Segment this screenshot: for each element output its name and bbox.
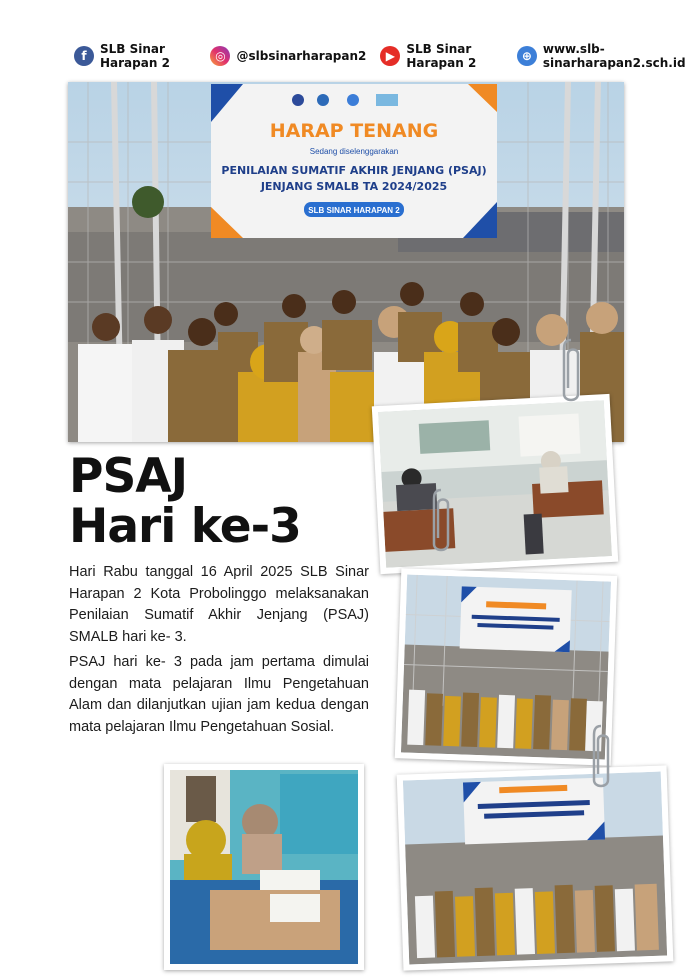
classroom-photo (372, 394, 618, 574)
instagram-icon: ◎ (210, 46, 230, 66)
banner-sub: Sedang diselenggarakan (309, 147, 399, 156)
banner-school: SLB SINAR HARAPAN 2 (308, 206, 400, 215)
instagram-label: @slbsinarharapan2 (236, 49, 367, 63)
desk-exam-photo (164, 764, 364, 970)
instagram-link[interactable] (210, 46, 366, 66)
website-label: www.slb-sinarharapan2.sch.id (542, 42, 686, 70)
article-paragraph-1: Hari Rabu tanggal 16 April 2025 SLB Sinar Harapan 2 Kota Probolinggo melaksanakan Penilaian Sumatif Akhir Jenjang (PSAJ) SMALB hari ke- 3. (69, 564, 369, 645)
banner-line1: PENILAIAN SUMATIF AKHIR JENJANG (PSAJ) (221, 164, 487, 177)
globe-icon: ⊕ (517, 46, 537, 66)
social-bar (74, 42, 692, 70)
paperclip-icon (430, 486, 452, 560)
youtube-label: SLB Sinar Harapan 2 (406, 42, 477, 70)
article-body (69, 562, 369, 742)
youtube-icon: ▶ (380, 46, 400, 66)
article-paragraph-2: PSAJ hari ke- 3 pada jam pertama dimulai dengan mata pelajaran Ilmu Pengetahuan Alam dan dilanjutkan ujian jam kedua dengan mata pelajaran Ilmu Pengetahuan Sosial. (69, 654, 369, 735)
facebook-icon: f (74, 46, 94, 66)
banner-group-photo (395, 568, 617, 765)
bottom-group-photo (397, 765, 674, 970)
paperclip-icon (590, 722, 612, 796)
youtube-link[interactable] (380, 42, 502, 70)
article-title (69, 449, 301, 554)
banner-line2: JENJANG SMALB TA 2024/2025 (260, 180, 448, 193)
title-line-1: PSAJ (69, 449, 188, 504)
paperclip-icon (560, 336, 582, 410)
banner-headline: HARAP TENANG (269, 120, 439, 142)
main-group-photo (68, 82, 624, 442)
facebook-link[interactable] (74, 42, 196, 70)
website-link[interactable] (517, 42, 688, 70)
title-line-2: Hari ke-3 (69, 499, 301, 554)
facebook-label: SLB Sinar Harapan 2 (100, 42, 170, 70)
